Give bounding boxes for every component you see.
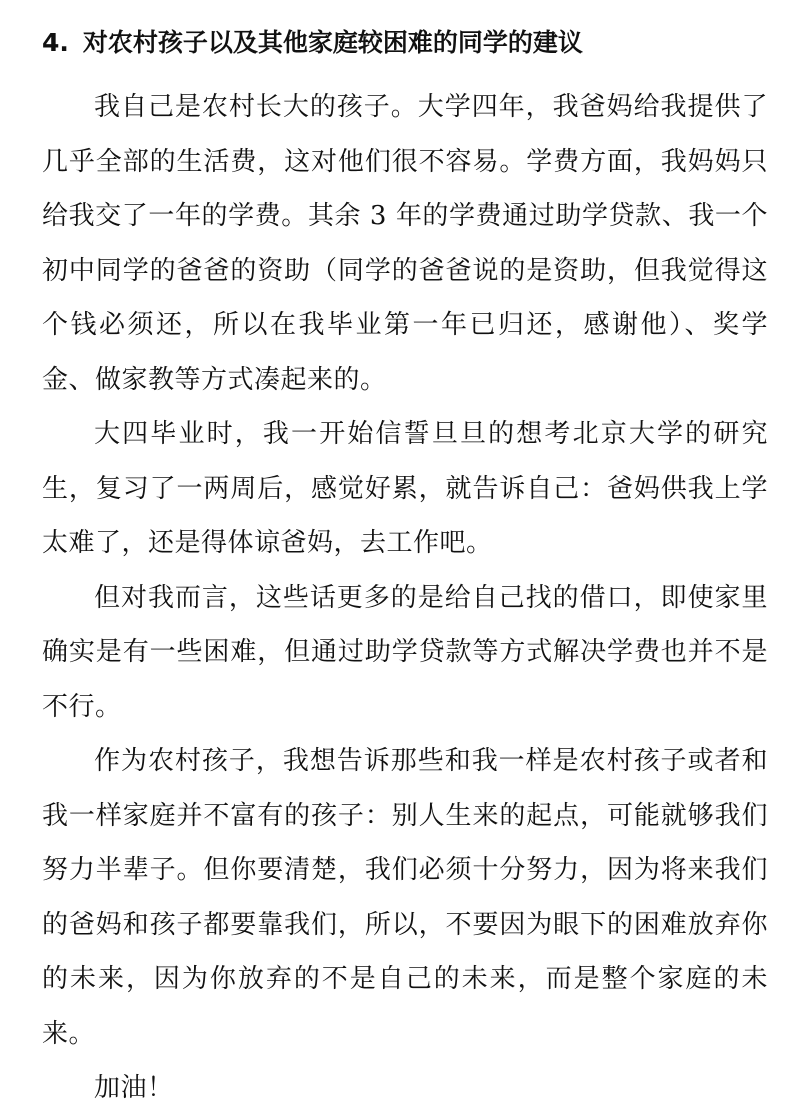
section-title: 对农村孩子以及其他家庭较困难的同学的建议	[82, 28, 583, 57]
paragraph-excuse-reflection: 但对我而言，这些话更多的是给自己找的借口，即使家里确实是有一些困难，但通过助学贷款等方式解决学费也并不是不行。	[42, 582, 768, 722]
paragraph-advice: 作为农村孩子，我想告诉那些和我一样是农村孩子或者和我一样家庭并不富有的孩子：别人生来的起点，可能就够我们努力半辈子。但你要清楚，我们必须十分努力，因为将来我们的爸妈和孩子都要靠我们，所以，不要因为眼下的困难放弃你的未来，因为你放弃的不是自己的未来，而是整个家庭的未来。	[42, 746, 768, 1049]
section-number: 4.	[42, 28, 69, 57]
section-heading	[42, 26, 768, 60]
paragraph-graduation-decision: 大四毕业时，我一开始信誓旦旦的想考北京大学的研究生，复习了一两周后，感觉好累，就告诉自己：爸妈供我上学太难了，还是得体谅爸妈，去工作吧。	[42, 419, 768, 558]
paragraph-family-background: 我自己是农村长大的孩子。大学四年，我爸妈给我提供了几乎全部的生活费，这对他们很不容易。学费方面，我妈妈只给我交了一年的学费。其余 3 年的学费通过助学贷款、我一个初中同学的爸爸的资助（同学的爸爸说的是资助，但我觉得这个钱必须还，所以在我毕业第一年已归还，感谢他）、奖学金、做家教等方式凑起来的。	[42, 92, 768, 395]
paragraph-closing: 加油！	[94, 1073, 174, 1103]
